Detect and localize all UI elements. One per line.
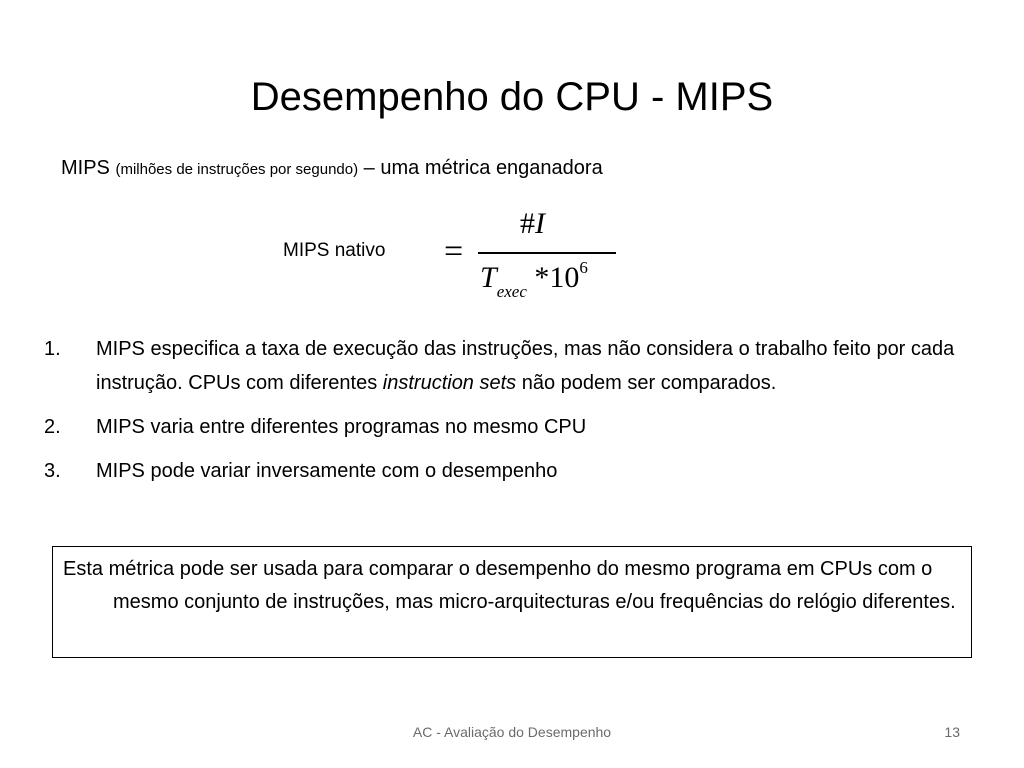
formula-label: MIPS nativo [283, 240, 386, 261]
numbered-list [44, 332, 1004, 498]
list-item-text-end: não podem ser comparados. [516, 372, 777, 394]
subtitle [61, 154, 603, 184]
list-item-number: 2. [44, 416, 61, 438]
list-item [44, 332, 1004, 400]
note-text: Esta métrica pode ser usada para comparar o desempenho do mesmo programa em CPUs com o mesmo conjunto de instruções, mas micro-arquitecturas e/ou frequências do relógio diferentes. [63, 558, 956, 613]
subtitle-small: (milhões de instruções por segundo) [115, 161, 359, 178]
formula-denominator-sup: 6 [579, 258, 588, 277]
page-number: 13 [944, 724, 960, 740]
mips-formula [442, 202, 642, 312]
subtitle-rest: – uma métrica enganadora [363, 157, 603, 179]
formula-denominator-mid: *10 [534, 261, 580, 294]
formula-denominator-sub: exec [496, 282, 527, 301]
list-item [44, 454, 1004, 488]
footer-text: AC - Avaliação do Desempenho [412, 724, 612, 740]
formula-denominator [480, 260, 588, 300]
list-item-text: MIPS especifica a taxa de execução das instruções, mas não considera o trabalho feito por cada instrução. CPUs com diferentes [96, 338, 955, 394]
list-item-number: 1. [44, 338, 61, 360]
formula-numerator-prefix: # [520, 207, 535, 240]
list-item-italic: instruction sets [382, 372, 517, 394]
note-box [52, 546, 972, 658]
formula-denominator-var: T [480, 261, 497, 294]
formula-numerator-var: I [535, 207, 545, 240]
slide-title: Desempenho do CPU - MIPS [250, 75, 774, 119]
fraction-bar [478, 252, 616, 254]
list-item-text: MIPS varia entre diferentes programas no mesmo CPU [96, 416, 587, 438]
formula-equals: = [444, 233, 464, 270]
list-item-text: MIPS pode variar inversamente com o desempenho [96, 460, 558, 482]
subtitle-main: MIPS [61, 157, 110, 179]
list-item-number: 3. [44, 460, 61, 482]
formula-numerator [520, 206, 545, 242]
list-item [44, 410, 1004, 444]
